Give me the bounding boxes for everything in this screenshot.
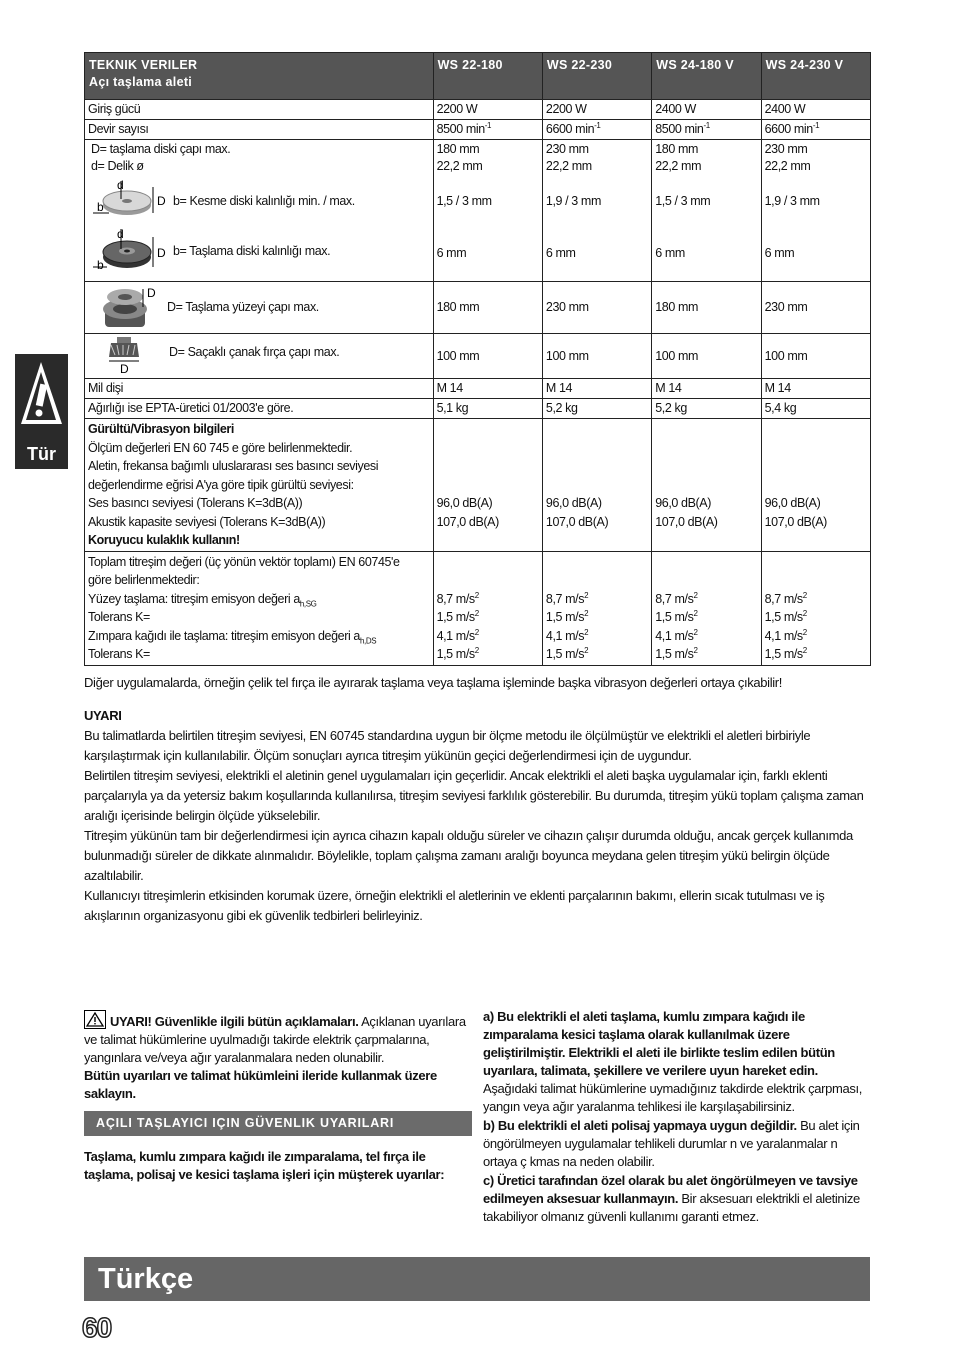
row-label: D D= Taşlama yüzeyi çapı max.	[85, 282, 434, 334]
cell: 5,4 kg	[761, 399, 870, 419]
table-row	[85, 120, 871, 140]
row-label: Giriş gücü	[85, 100, 434, 120]
table-row	[85, 379, 871, 399]
icon-letter-b: b	[97, 258, 104, 272]
uyari-paragraph: Bu talimatlarda belirtilen titreşim seviyesi, EN 60745 standardına uygun bir ölçme metodu ile ölçülmüştür ve elektrikli el aletleri birbiriyle karşılaştırmak için kullanılabilir. Ölçüm sonuçları ayrıca titreşim yükünün geçici değerlendirmesi için de uygundur.	[84, 728, 811, 763]
cell: 230 mm	[761, 282, 870, 334]
icon-letter-D: D	[120, 362, 129, 376]
uyari-title: UYARI	[84, 708, 122, 723]
cell: 2400 W	[761, 100, 870, 120]
model-header: WS 22-180	[433, 53, 542, 100]
language-bar: Türkçe	[84, 1257, 870, 1301]
vibration-note: Diğer uygulamalarda, örneğin çelik tel fırça ile ayırarak taşlama veya taşlama işleminde başka vibrasyon değerleri ortaya çıkabilir!	[84, 675, 783, 690]
cell: M 14	[542, 379, 651, 399]
table-row	[85, 551, 871, 665]
cell: 96,0 dB(A) 107,0 dB(A)	[433, 419, 542, 552]
icon-letter-D: D	[157, 194, 166, 208]
cell: 8500 $\min^{-1}$	[433, 120, 542, 140]
side-tab-label: Tür	[27, 444, 56, 464]
grind-thickness-label: b= Taşlama diski kalınlığı max.	[173, 243, 331, 258]
table-row	[85, 100, 871, 120]
cell: 230 mm 22,2 mm 1,9 / 3 mm 6 mm	[761, 140, 870, 282]
cell: 8,7 $m/s^2$ 1,5 $m/s^2$ 4,1 $m/s^2$ 1,5 $m/s^2$	[761, 551, 870, 665]
spec-table	[84, 52, 871, 666]
item-a: a) Bu elektrikli el aleti taşlama, kumlu zımpara kağıdı ile zımparalama kesici taşlama olarak kullanılmak üzere geliştirilmiştir. Elektrikli el aleti ile birlikte teslim edilen bütün uyarılara, talimata, şekillere ve verilere uyun hareket edin. Aşağıdaki talimat hükümlerine uymadığınız takdirde elektrik çarpması, yangın veya ağır yaralanma tehlikesi ile karşılaşabilirsiniz.	[483, 1009, 863, 1114]
icon-letter-D: D	[157, 246, 166, 260]
row-label: Toplam titreşim değeri (üç yönün vektör toplamı) EN 60745'e göre belirlenmektedir: Yüzey taşlama: titreşim emisyon değeri $a_{h,SG}$ Tolerans K= Zımpara kağıdı ile taşlama: titreşim emisyon değeri $a_{h,DS}$ Tolerans K=	[85, 551, 434, 665]
warning-triangle-icon	[19, 360, 64, 428]
model-header: WS 24-230 V	[761, 53, 870, 100]
uyari-paragraph: Belirtilen titreşim seviyesi, elektrikli el aletinin genel uygulamaları için geçerlidir. Ancak elektrikli el aleti başka uygulamalar için, farklı eklenti parçalarıyla ya da yetersiz bakım koşullarında kullanılırsa, titreşim seviyesi farklılık gösterebilir. Bu durumda, titreşim yükü toplam çalışma zaman aralığı içerisinde belirgin ölçüde yükselebilir.	[84, 768, 864, 823]
cell: 180 mm	[433, 282, 542, 334]
cell: M 14	[433, 379, 542, 399]
table-title: TEKNIK VERILER Açı taşlama aleti	[85, 53, 434, 100]
icon-letter-D: D	[147, 286, 156, 300]
icon-letter-b: b	[97, 200, 104, 214]
row-label: D= taşlama diski çapı max. d= Delik ø d D b b= Kesme diski kalınlığı min. / max. d D b b= Taşlama diski kalınlığı max.	[85, 140, 434, 282]
uyari-paragraph: Kullanıcıyı titreşimlerin etkisinden korumak üzere, örneğin elektrikli el aletlerinin ve eklenti parçalarının bakımı, ellerin sıcak tutulması ve iş akışlarının organizasyonu gibi ek güvenlik tedbirleri belirleyiniz.	[84, 888, 825, 923]
item-c: c) Üretici tarafından özel olarak bu alet öngörülmeyen ve tavsiye edilmeyen aksesuar kullanmayın. Bir aksesuarı elektrikli el aletinize takabiliyor olmanız güvenli kullanımı garanti etmez.	[483, 1173, 860, 1224]
left-column: UYARI! Güvenlikle ilgili bütün açıklamaları. Açıklanan uyarılara ve talimat hükümlerine uyulmadığı takirde elektrik çarpmalarına, yangınlara ve/veya ağır yaralanmalara neden olunabilir. Bütün uyarıları ve talimat hükümleini ileride kullanmak üzere saklayın. AÇILI TAŞLAYICI IÇIN GÜVENLIK UYARILARI Taşlama, kumlu zımpara kağıdı ile zımparalama, tel fırça ile taşlama, polisaj ve kesici taşlama işleri için müşterek uyarılar:	[84, 1010, 472, 1184]
cell: 8500 $\min^{-1}$	[652, 120, 761, 140]
table-row	[85, 399, 871, 419]
cell: 96,0 dB(A) 107,0 dB(A)	[761, 419, 870, 552]
item-b: b) Bu elektrikli el aleti polisaj yapmaya uygun değildir. Bu alet için öngörülmeyen uygulamalar tehlikeli durumlar n ve yaralanmalar n ortaya ç kmas na neden olabilir.	[483, 1118, 860, 1169]
cell: 100 mm	[433, 334, 542, 379]
uyari-paragraph: Titreşim yükünün tam bir değerlendirmesi için ayrıca cihazın kapalı olduğu süreler ve cihazın çalışır durumda olduğu, ancak gerçek kullanımda bulunmadığı süreler de dikkate alınmalıdır. Böylelikle, toplam çalışma zamanı aralığı boyunca meydana gelen titreşim yükü belirgin ölçüde azaltılabilir.	[84, 828, 853, 883]
table-row	[85, 282, 871, 334]
icon-letter-d: d	[117, 227, 124, 241]
common-warnings-heading: Taşlama, kumlu zımpara kağıdı ile zımparalama, tel fırça ile taşlama, polisaj ve kesici taşlama işleri için müşterek uyarılar:	[84, 1149, 445, 1182]
cell: 5,1 kg	[433, 399, 542, 419]
cell: 230 mm	[542, 282, 651, 334]
cell: 100 mm	[542, 334, 651, 379]
cutting-disc-icon	[91, 177, 166, 225]
cell: 2400 W	[652, 100, 761, 120]
table-row	[85, 419, 871, 552]
cell: 6600 $\min^{-1}$	[542, 120, 651, 140]
row-label: Devir sayısı	[85, 120, 434, 140]
table-header-row	[85, 53, 871, 100]
cell: 5,2 kg	[652, 399, 761, 419]
uyari-section	[84, 706, 874, 926]
cell: 2200 W	[433, 100, 542, 120]
cell: 230 mm 22,2 mm 1,9 / 3 mm 6 mm	[542, 140, 651, 282]
cell: 180 mm 22,2 mm 1,5 / 3 mm 6 mm	[433, 140, 542, 282]
warning-icon	[84, 1010, 106, 1029]
cell: 8,7 $m/s^2$ 1,5 $m/s^2$ 4,1 $m/s^2$ 1,5 $m/s^2$	[542, 551, 651, 665]
cell: 8,7 $m/s^2$ 1,5 $m/s^2$ 4,1 $m/s^2$ 1,5 $m/s^2$	[433, 551, 542, 665]
row-label: D D= Saçaklı çanak fırça çapı max.	[85, 334, 434, 379]
table-row	[85, 140, 871, 282]
row-label: Mil dişi	[85, 379, 434, 399]
cell: 96,0 dB(A) 107,0 dB(A)	[542, 419, 651, 552]
section-band: AÇILI TAŞLAYICI IÇIN GÜVENLIK UYARILARI	[84, 1111, 472, 1136]
language-side-tab	[15, 354, 68, 469]
model-header: WS 22-230	[542, 53, 651, 100]
cell: 100 mm	[761, 334, 870, 379]
cell: 2200 W	[542, 100, 651, 120]
cell: 180 mm	[652, 282, 761, 334]
cut-thickness-label: b= Kesme diski kalınlığı min. / max.	[173, 193, 355, 208]
table-row	[85, 334, 871, 379]
cup-brush-icon	[105, 335, 149, 375]
grinding-disc-icon	[91, 227, 166, 275]
cell: 96,0 dB(A) 107,0 dB(A)	[652, 419, 761, 552]
cup-wheel-icon	[97, 283, 159, 331]
cell: 180 mm 22,2 mm 1,5 / 3 mm 6 mm	[652, 140, 761, 282]
row-label: Ağırlığı ise EPTA-üretici 01/2003'e göre.	[85, 399, 434, 419]
page-number: 60	[82, 1312, 112, 1343]
cell: 100 mm	[652, 334, 761, 379]
model-header: WS 24-180 V	[652, 53, 761, 100]
right-column	[483, 1008, 871, 1226]
keep-instructions: Bütün uyarıları ve talimat hükümleini ileride kullanmak üzere saklayın.	[84, 1068, 437, 1101]
cell: M 14	[652, 379, 761, 399]
icon-letter-d: d	[117, 178, 124, 192]
cell: M 14	[761, 379, 870, 399]
cell: 5,2 kg	[542, 399, 651, 419]
cell: 6600 $\min^{-1}$	[761, 120, 870, 140]
cell: 8,7 $m/s^2$ 1,5 $m/s^2$ 4,1 $m/s^2$ 1,5 $m/s^2$	[652, 551, 761, 665]
row-label: Gürültü/Vibrasyon bilgileri Ölçüm değerleri EN 60 745 e göre belirlenmektedir. Aletin, frekansa bağımlı uluslararası ses basıncı seviyesi değerlendirme eğrisi A'ya göre tipik gürültü seviyesi: Ses basıncı seviyesi (Tolerans K=3dB(A)) Akustik kapasite seviyesi (Tolerans K=3dB(A)) Koruyucu kulaklık kullanın!	[85, 419, 434, 552]
